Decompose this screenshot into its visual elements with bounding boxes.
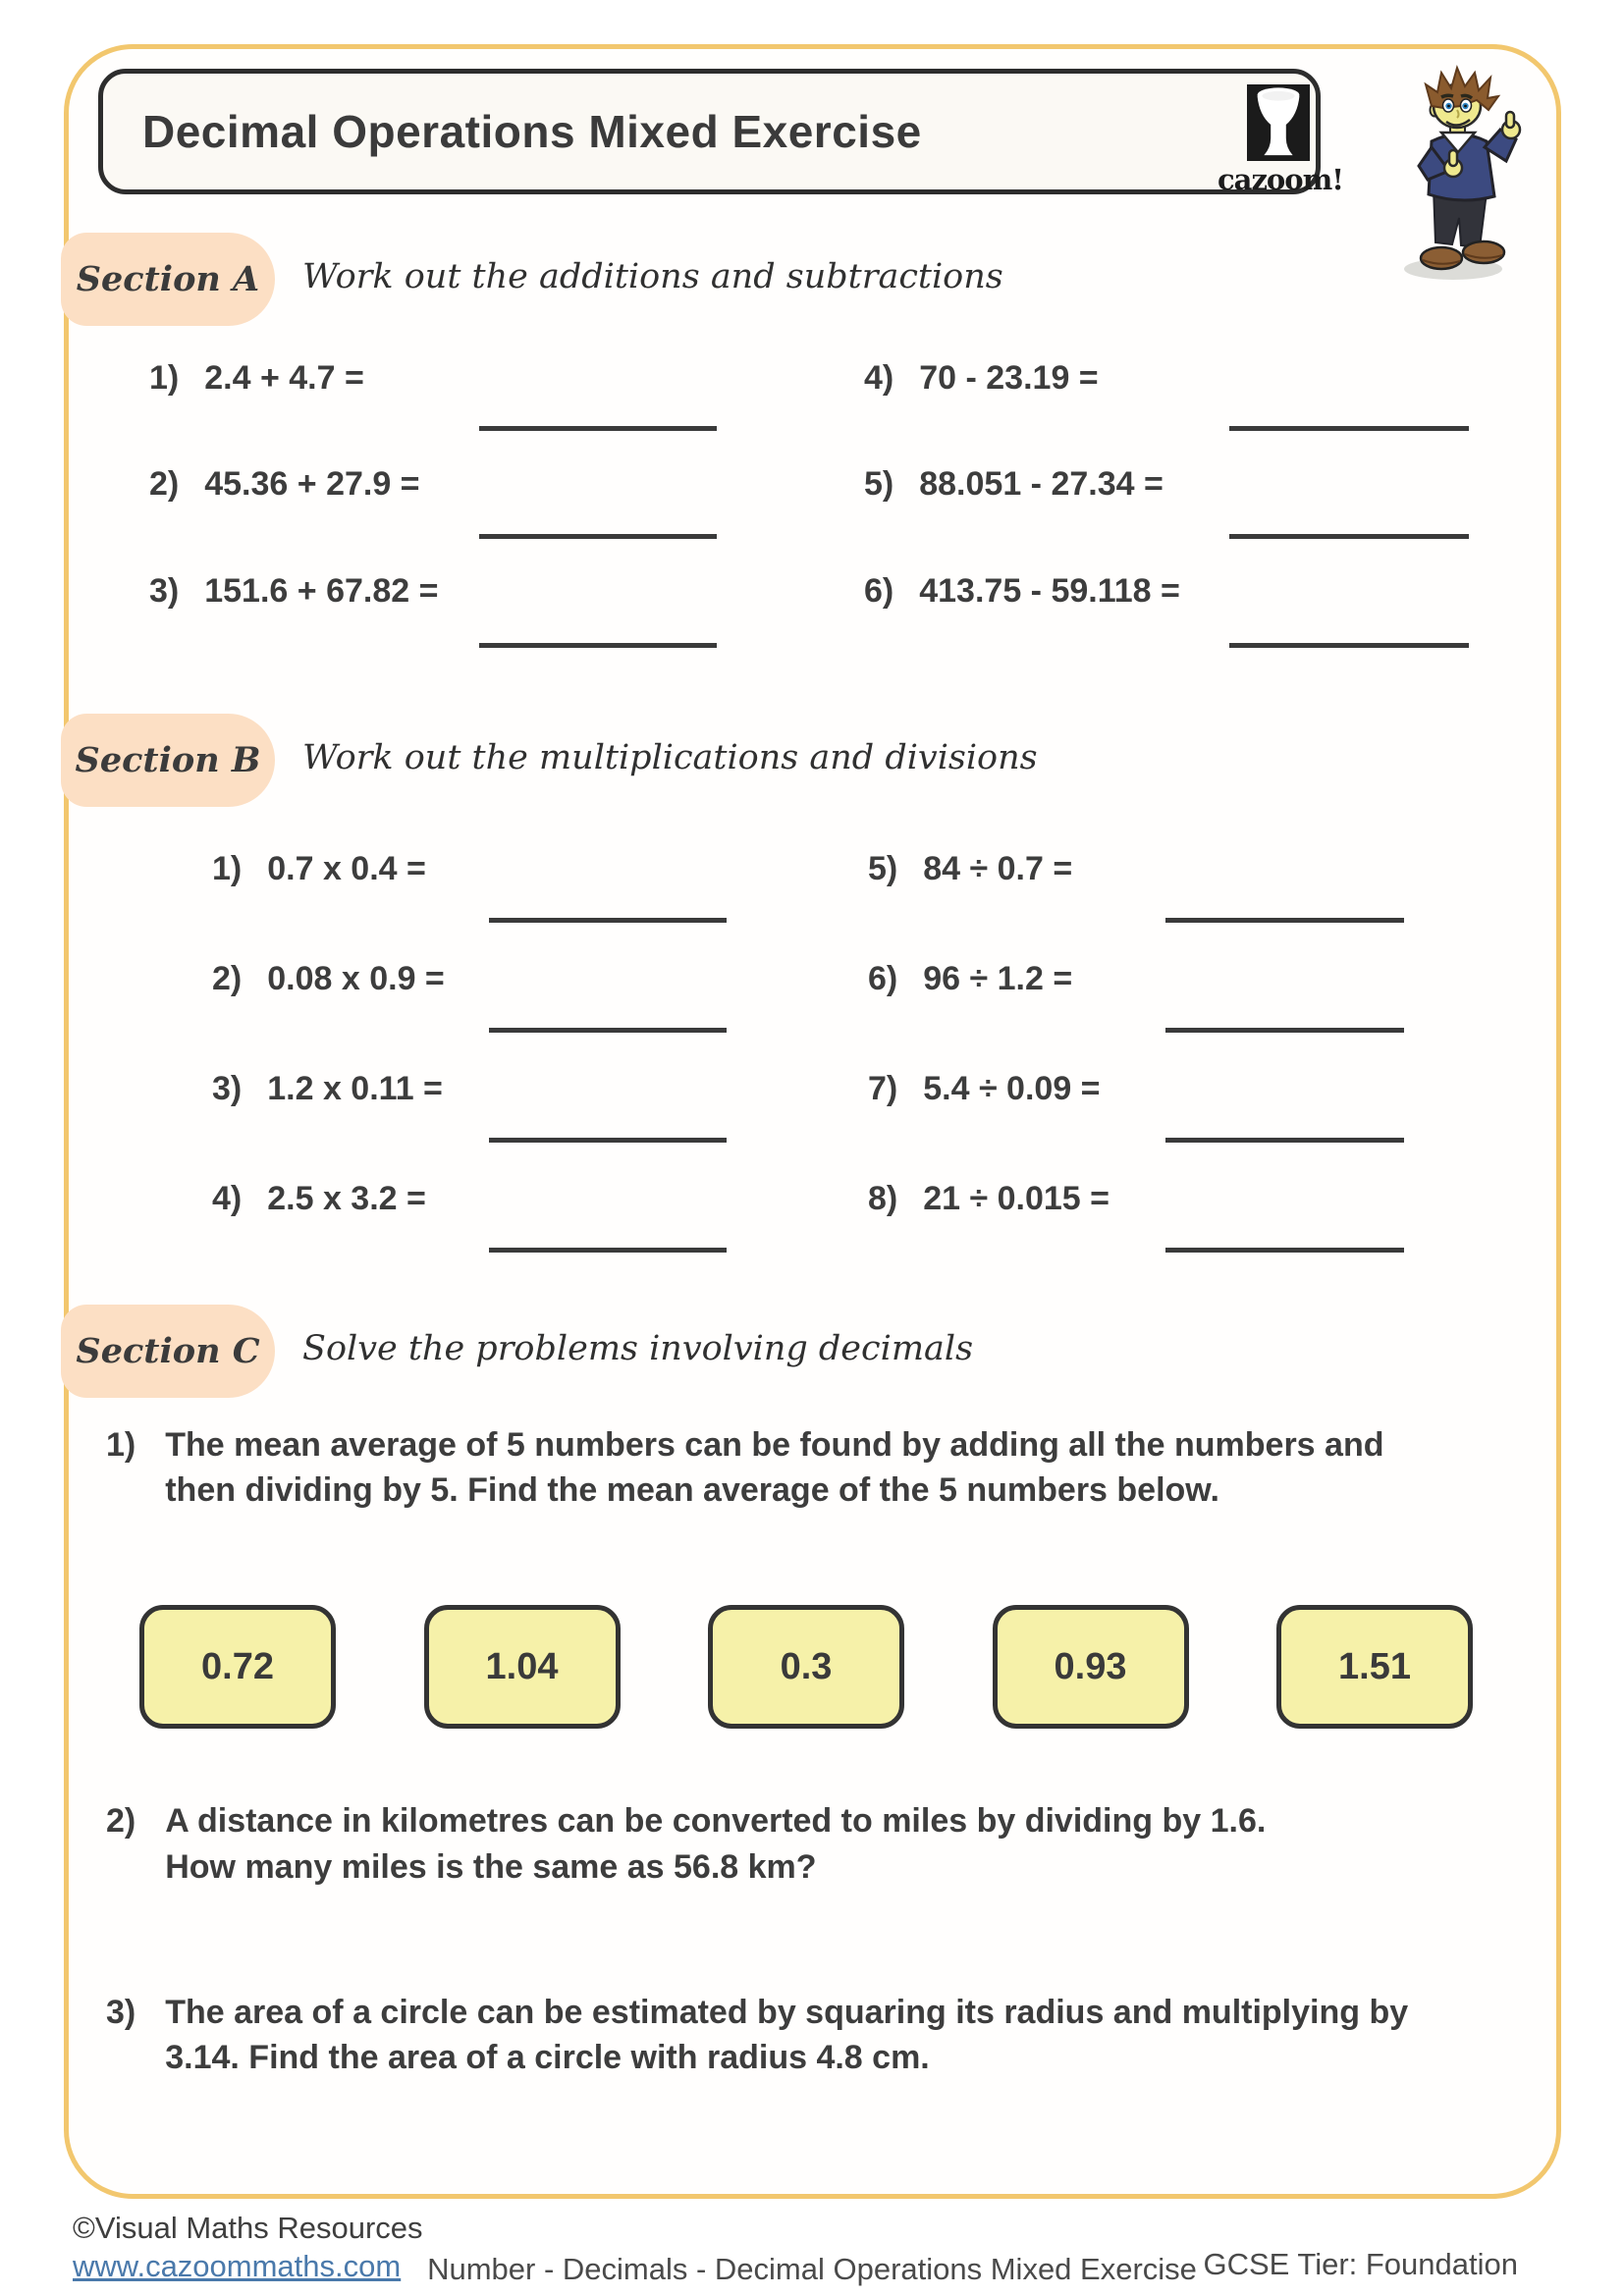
problem-expression: 96 ÷ 1.2 = xyxy=(923,960,1073,997)
number-box-5 xyxy=(1276,1605,1473,1729)
problem-number: 3) xyxy=(106,1994,136,2031)
answer-line-a2 xyxy=(479,534,717,539)
section-a-badge-label: Section A xyxy=(76,259,260,299)
problem-a5 xyxy=(864,464,1164,504)
problem-number: 1) xyxy=(149,359,180,397)
problem-number: 2) xyxy=(212,960,243,997)
problem-text-line2: 3.14. Find the area of a circle with radius 4.8 cm. xyxy=(165,2039,930,2076)
brand-text: cazoom! xyxy=(1218,163,1344,196)
problem-a2 xyxy=(149,464,420,504)
answer-line-a5 xyxy=(1229,534,1469,539)
problem-number: 1) xyxy=(106,1426,136,1464)
number-box-value: 1.04 xyxy=(485,1645,559,1687)
problem-a6 xyxy=(864,571,1180,611)
problem-text-line2: then dividing by 5. Find the mean average of the 5 numbers below. xyxy=(165,1471,1219,1509)
problem-a3 xyxy=(149,571,438,611)
problem-expression: 21 ÷ 0.015 = xyxy=(923,1180,1110,1217)
problem-expression: 0.7 x 0.4 = xyxy=(267,850,426,887)
problem-expression: 5.4 ÷ 0.09 = xyxy=(923,1070,1101,1107)
section-c-badge xyxy=(61,1305,275,1398)
number-box-value: 0.93 xyxy=(1054,1645,1127,1687)
number-box-value: 0.3 xyxy=(780,1645,833,1687)
footer-copyright: ©Visual Maths Resources xyxy=(73,2211,423,2245)
problem-expression: 151.6 + 67.82 = xyxy=(204,572,439,610)
problem-b2 xyxy=(212,959,445,998)
problem-expression: 70 - 23.19 = xyxy=(919,359,1099,397)
answer-line-a1 xyxy=(479,426,717,431)
problem-number: 7) xyxy=(868,1070,898,1107)
section-c-instruction: Solve the problems involving decimals xyxy=(302,1329,974,1368)
answer-line-a6 xyxy=(1229,643,1469,648)
problem-number: 2) xyxy=(106,1802,136,1840)
problem-b4 xyxy=(212,1179,426,1218)
word-problem-3 xyxy=(106,1990,1408,2080)
problem-number: 5) xyxy=(864,465,894,503)
problem-expression: 0.08 x 0.9 = xyxy=(267,960,445,997)
problem-number: 3) xyxy=(212,1070,243,1107)
problem-text xyxy=(165,1990,1408,2080)
cazoom-logo xyxy=(1218,84,1344,196)
section-b-badge-label: Section B xyxy=(75,740,261,780)
footer-tier-label: GCSE Tier: Foundation xyxy=(1203,2247,1518,2281)
answer-line-b5 xyxy=(1165,918,1404,923)
problem-b7 xyxy=(868,1069,1101,1108)
answer-line-b4 xyxy=(489,1248,727,1253)
footer-topic-label: Number - Decimals - Decimal Operations Mixed Exercise xyxy=(427,2252,1197,2286)
drum-icon xyxy=(1247,84,1310,161)
number-box-1 xyxy=(139,1605,336,1729)
section-b-badge xyxy=(61,714,275,807)
problem-b3 xyxy=(212,1069,443,1108)
answer-line-b8 xyxy=(1165,1248,1404,1253)
problem-number: 3) xyxy=(149,572,180,610)
answer-line-a3 xyxy=(479,643,717,648)
number-box-value: 0.72 xyxy=(201,1645,274,1687)
problem-text xyxy=(165,1798,1266,1891)
problem-b5 xyxy=(868,849,1072,888)
word-problem-1 xyxy=(106,1422,1383,1513)
footer-website-link[interactable]: www.cazoommaths.com xyxy=(73,2249,402,2283)
section-a-instruction: Work out the additions and subtractions xyxy=(302,257,1003,296)
problem-number: 5) xyxy=(868,850,898,887)
problem-text-line1: The area of a circle can be estimated by squaring its radius and multiplying by xyxy=(165,1994,1409,2031)
boy-mascot-illustration xyxy=(1392,65,1530,291)
problem-number: 8) xyxy=(868,1180,898,1217)
problem-b1 xyxy=(212,849,426,888)
problem-expression: 45.36 + 27.9 = xyxy=(204,465,420,503)
problem-number: 6) xyxy=(864,572,894,610)
section-a-badge xyxy=(61,233,275,326)
section-c-badge-label: Section C xyxy=(76,1331,260,1371)
answer-line-b1 xyxy=(489,918,727,923)
problem-expression: 1.2 x 0.11 = xyxy=(267,1070,443,1107)
problem-expression: 413.75 - 59.118 = xyxy=(919,572,1180,610)
number-boxes-row xyxy=(139,1605,1473,1729)
problem-text-line1: A distance in kilometres can be converted to miles by dividing by 1.6. xyxy=(165,1802,1267,1840)
problem-expression: 84 ÷ 0.7 = xyxy=(923,850,1073,887)
number-box-2 xyxy=(424,1605,621,1729)
problem-text-line1: The mean average of 5 numbers can be found by adding all the numbers and xyxy=(165,1426,1384,1464)
problem-number: 6) xyxy=(868,960,898,997)
number-box-3 xyxy=(708,1605,904,1729)
answer-line-b3 xyxy=(489,1138,727,1143)
problem-text xyxy=(165,1422,1383,1513)
problem-number: 4) xyxy=(864,359,894,397)
problem-expression: 2.5 x 3.2 = xyxy=(267,1180,426,1217)
problem-b8 xyxy=(868,1179,1110,1218)
problem-expression: 2.4 + 4.7 = xyxy=(204,359,364,397)
page-title: Decimal Operations Mixed Exercise xyxy=(142,106,922,157)
number-box-4 xyxy=(993,1605,1189,1729)
problem-b6 xyxy=(868,959,1072,998)
answer-line-a4 xyxy=(1229,426,1469,431)
problem-a1 xyxy=(149,358,364,398)
answer-line-b6 xyxy=(1165,1028,1404,1033)
problem-number: 4) xyxy=(212,1180,243,1217)
answer-line-b2 xyxy=(489,1028,727,1033)
problem-number: 2) xyxy=(149,465,180,503)
section-b-instruction: Work out the multiplications and divisions xyxy=(302,738,1038,777)
boy-mascot-icon xyxy=(1392,65,1530,286)
answer-line-b7 xyxy=(1165,1138,1404,1143)
problem-number: 1) xyxy=(212,850,243,887)
word-problem-2 xyxy=(106,1798,1266,1891)
problem-a4 xyxy=(864,358,1099,398)
problem-expression: 88.051 - 27.34 = xyxy=(919,465,1164,503)
title-box xyxy=(98,69,1321,194)
number-box-value: 1.51 xyxy=(1338,1645,1411,1687)
problem-text-line2: How many miles is the same as 56.8 km? xyxy=(165,1848,817,1886)
